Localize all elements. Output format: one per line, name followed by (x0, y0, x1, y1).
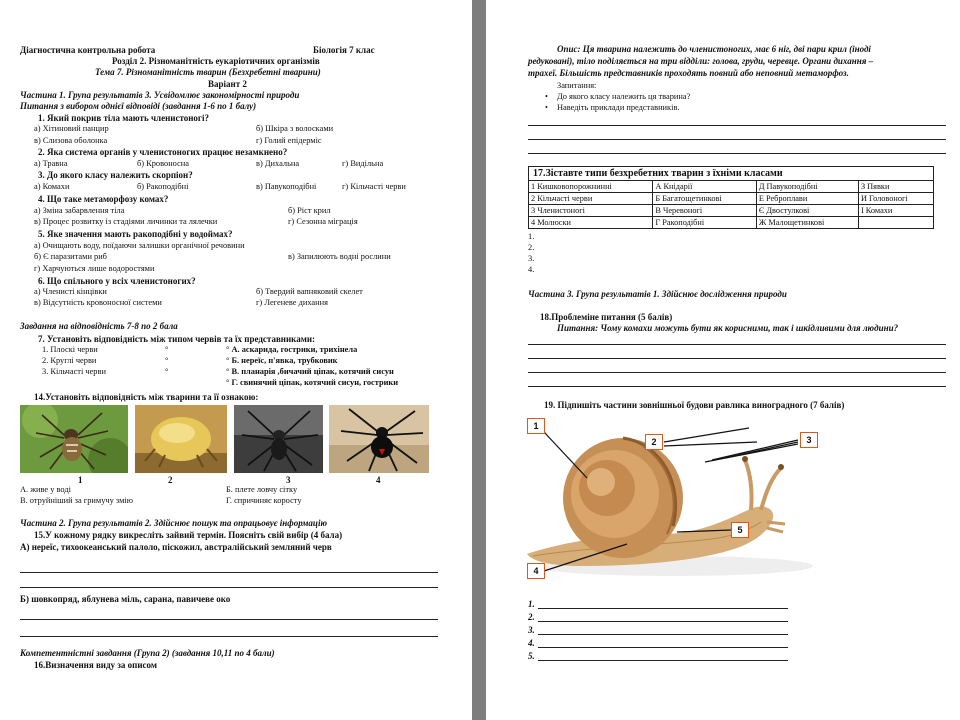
q4-option-b: б) Ріст крил (288, 206, 331, 215)
q6-option-b: б) Твердий вапняковий скелет (256, 287, 363, 296)
photo-garden-spider (20, 405, 128, 473)
label-number-1: 1. (528, 599, 535, 609)
q14-option-b: Б. плете ловчу сітку (226, 485, 298, 494)
spider-photo-1-icon (20, 405, 128, 473)
spider-photo-3-icon (234, 405, 323, 473)
question-1: 1. Який покрив тіла мають членистоногі? (38, 113, 210, 123)
q3-option-d: г) Кільчасті черви (342, 182, 406, 191)
label-number-3: 3. (528, 625, 535, 635)
table-row: 4 Молюски Г Ракоподібні Ж Малощетинкові (529, 217, 934, 229)
q6-option-c: в) Відсутність кровоносної системи (34, 298, 162, 307)
answer-line[interactable] (20, 619, 438, 620)
header-grade: Біологія 7 клас (313, 45, 375, 55)
spider-photo-4-icon (329, 405, 429, 473)
variant-title: Варіант 2 (208, 79, 247, 89)
q6-option-d: г) Легеневе дихання (256, 298, 328, 307)
q14-option-a: А. живе у воді (20, 485, 71, 494)
answer-number-3: 3. (528, 254, 535, 263)
table-row: 3 Членистоногі В Черевоногі Є Двостулкові І Комахи (529, 205, 934, 217)
question-15: 15.У кожному рядку викресліть зайвий термін. Поясніть свій вибір (4 бала) (34, 530, 343, 540)
topic-title: Тема 7. Різноманітність тварин (Безхребетні тварини) (95, 67, 321, 77)
answer-line[interactable] (538, 621, 788, 622)
q5-option-a: а) Очищають воду, поїдаючи залишки органічної речовини (34, 241, 245, 250)
q7-right-c: ° В. планарія ,бичачий ціпак, котячий сисун (226, 367, 394, 376)
q5-option-c: в) Запилюють водні рослини (288, 252, 391, 261)
q3-option-a: а) Комахи (34, 182, 70, 191)
q7-left-1: 1. Плоскі черви (42, 345, 98, 354)
photo-water-spider (234, 405, 323, 473)
label-number-5: 5. (528, 651, 535, 661)
question-19: 19. Підпишіть частини зовнішньої будови равлика виноградного (7 балів) (544, 400, 845, 410)
description-line-3: трахеї. Більшість представників проходять повний або неповний метаморфоз. (528, 68, 849, 78)
description-line-2: редуковані), тіло поділяється на три відділи: голова, груди, черевце. Органи дихання – (528, 56, 874, 66)
photo-number-3: 3 (286, 475, 291, 485)
question-7: 7. Установіть відповідність між типом червів та їх представниками: (38, 334, 316, 344)
callout-3: 3 (800, 432, 818, 448)
question-4: 4. Що таке метаморфозу комах? (38, 194, 169, 204)
answer-line[interactable] (20, 587, 438, 588)
q3-option-b: б) Ракоподібні (137, 182, 189, 191)
q6-option-a: а) Членисті кінцівки (34, 287, 107, 296)
q7-right-d: ° Г. свинячий ціпак, котячий сисун, гострики (226, 378, 399, 387)
header-title: Діагностична контрольна робота (20, 45, 156, 55)
answer-line[interactable] (538, 660, 788, 661)
answer-line[interactable] (538, 634, 788, 635)
question-2: 2. Яка система органів у членистоногих працює незамкнено? (38, 147, 288, 157)
competency-title: Компетентністні завдання (Група 2) (завдання 10,11 по 4 бали) (20, 648, 275, 658)
q5-option-d: г) Харчуються лише водоростями (34, 264, 155, 273)
question-14: 14.Установіть відповідність між тварини та її ознакою: (34, 392, 259, 402)
tasks-7-8-title: Завдання на відповідність 7-8 по 2 бала (20, 321, 178, 331)
q1-option-d: г) Голий епідерміс (256, 136, 322, 145)
description-line-1: Опис: Ця тварина належить до членистоногих, має 6 ніг, дві пари крил (іноді (557, 44, 871, 54)
part1-title: Частина 1. Група результатів 3. Усвідомлює закономірності природи (20, 90, 300, 100)
q2-option-d: г) Видільна (342, 159, 384, 168)
answer-number-2: 2. (528, 243, 535, 252)
q7-right-b: ° Б. нереїс, п'явка, трубковик (226, 356, 338, 365)
page-right (487, 0, 960, 720)
photo-number-4: 4 (376, 475, 381, 485)
section-title: Розділ 2. Різноманітність еукаріотичних організмів (112, 56, 320, 66)
answer-line[interactable] (20, 572, 438, 573)
page-left: Діагностична контрольна робота Біологія 7 клас Розділ 2. Різноманітність еукаріотичних організмів Тема 7. Різноманітність тварин (Безхребетні тварини) Варіант 2 Частина 1. Група результатів 3. Усвідомлює закономірності природи Питання з вибором однієї відповіді (завдання 1-6 по 1 балу) 1. Який покрив тіла мають членистоногі? а) Хітиновий панцир б) Шкіра з волосками в) Слизова оболонка г) Голий епідерміс 2. Яка система органів у членистоногих працює незамкнено? а) Травна б) Кровоносна в) Дихальна г) Видільна 3. До якого класу належить скорпіон? а) Комахи б) Ракоподібні в) Павукоподібні г) Кільчасті черви 4. Що таке метаморфозу комах? а) Зміна забарвлення тіла б) Ріст крил в) Процес розвитку із стадіями личинки та лялечки г) Сезонна міграція 5. Яке значення мають ракоподібні у водоймах? а) Очищають воду, поїдаючи залишки органічної речовини б) Є паразитами риб в) Запилюють водні рослини г) Харчуються лише водоростями 6. Що спільного у всіх членистоногих? а) Членисті кінцівки б) Твердий вапняковий скелет в) Відсутність кровоносної системи г) Легеневе дихання Завдання на відповідність 7-8 по 2 бала 7. Установіть відповідність між типом червів та їх представниками: 1. Плоскі черви 2. Круглі черви 3. Кільчасті черви ° ° ° ° А. аскарида, гострики, трихінела ° Б. нереїс, п'явка, трубковик ° В. планарія ,бичачий ціпак, котячий сисун ° Г. свинячий ціпак, котячий сисун, гострики 14.Установіть відповідність між тварини та її ознакою: 1 2 3 4 А. живе у воді Б. плете ловчу сітку В. отруйніший за гримучу змію Г. спричиняє коросту Частина 2. Група результатів 2. Здійснює пошук та опрацьовує інформацію 15.У кожному рядку викресліть зайвий термін. Поясніть свій вибір (4 бала) А) нереїс, тихоокеанський палоло, піскожил, австралійський земляний черв Б) шовкопряд, яблунева міль, сарана, павичеве око Компетентністні завдання (Група 2) (завдання 10,11 по 4 бали) 16.Визначення виду за описом (0, 0, 470, 720)
q7-left-3: 3. Кільчасті черви (42, 367, 106, 376)
q14-option-c: В. отруйніший за гримучу змію (20, 496, 133, 505)
q2-option-b: б) Кровоносна (137, 159, 189, 168)
q3-option-c: в) Павукоподібні (256, 182, 317, 191)
mite-photo-2-icon (135, 405, 227, 473)
q2-option-c: в) Дихальна (256, 159, 300, 168)
photo-number-1: 1 (78, 475, 83, 485)
q2-option-a: а) Травна (34, 159, 68, 168)
answer-number-1: 1. (528, 232, 535, 241)
q1-option-a: а) Хітиновий панцир (34, 124, 109, 133)
q4-option-a: а) Зміна забарвлення тіла (34, 206, 125, 215)
answer-line[interactable] (20, 636, 438, 637)
photo-itch-mite (135, 405, 227, 473)
callout-lines (487, 0, 960, 720)
q7-left-2: 2. Круглі черви (42, 356, 97, 365)
q18-question: Питання: Чому комахи можуть бути як корисними, так і шкідливими для людини? (557, 323, 899, 333)
q5-option-b: б) Є паразитами риб (34, 252, 107, 261)
part1-subtitle: Питання з вибором однієї відповіді (завдання 1-6 по 1 балу) (20, 101, 257, 111)
photo-black-widow (329, 405, 429, 473)
q1-option-c: в) Слизова оболонка (34, 136, 108, 145)
table-row: 2 Кільчасті черви Б Багатощетинкові Е Реброплави И Головоногі (529, 193, 934, 205)
questions-label: Запитання: (557, 81, 597, 90)
q7-right-a: ° А. аскарида, гострики, трихінела (226, 345, 358, 354)
bullet-question-1: • До якого класу належить ця тварина? (557, 93, 690, 101)
q15-row-b: Б) шовкопряд, яблунева міль, сарана, павичеве око (20, 594, 231, 604)
callout-1: 1 (527, 418, 545, 434)
table-row: 1 Кишковопорожнинні А Кнідарії Д Павукоподібні З Пявки (529, 181, 934, 193)
bullet-question-2: • Наведіть приклади представників. (557, 104, 680, 112)
question-17: 17.Зіставте типи безхребетних тварин з їхніми класами (529, 167, 934, 181)
callout-5: 5 (731, 522, 749, 538)
question-18: 18.Проблеміне питання (5 балів) (540, 312, 673, 322)
page-gutter (472, 0, 486, 720)
q4-option-c: в) Процес розвитку із стадіями личинки та лялечки (34, 217, 218, 226)
part3-title: Частина 3. Група результатів 1. Здійснює дослідження природи (528, 289, 787, 299)
q4-option-d: г) Сезонна міграція (288, 217, 358, 226)
callout-2: 2 (645, 434, 663, 450)
q15-row-a: А) нереїс, тихоокеанський палоло, піскожил, австралійський земляний черв (20, 542, 332, 552)
question-6: 6. Що спільного у всіх членистоногих? (38, 276, 196, 286)
photo-number-2: 2 (168, 475, 173, 485)
question-16: 16.Визначення виду за описом (34, 660, 157, 670)
question-3: 3. До якого класу належить скорпіон? (38, 170, 193, 180)
answer-line[interactable] (538, 608, 788, 609)
question-5: 5. Яке значення мають ракоподібні у водоймах? (38, 229, 233, 239)
label-number-4: 4. (528, 638, 535, 648)
q14-option-d: Г. спричиняє коросту (226, 496, 302, 505)
answer-line[interactable] (538, 647, 788, 648)
answer-number-4: 4. (528, 265, 535, 274)
q1-option-b: б) Шкіра з волосками (256, 124, 334, 133)
callout-4: 4 (527, 563, 545, 579)
label-number-2: 2. (528, 612, 535, 622)
part2-title: Частина 2. Група результатів 2. Здійснює пошук та опрацьовує інформацію (20, 518, 328, 528)
